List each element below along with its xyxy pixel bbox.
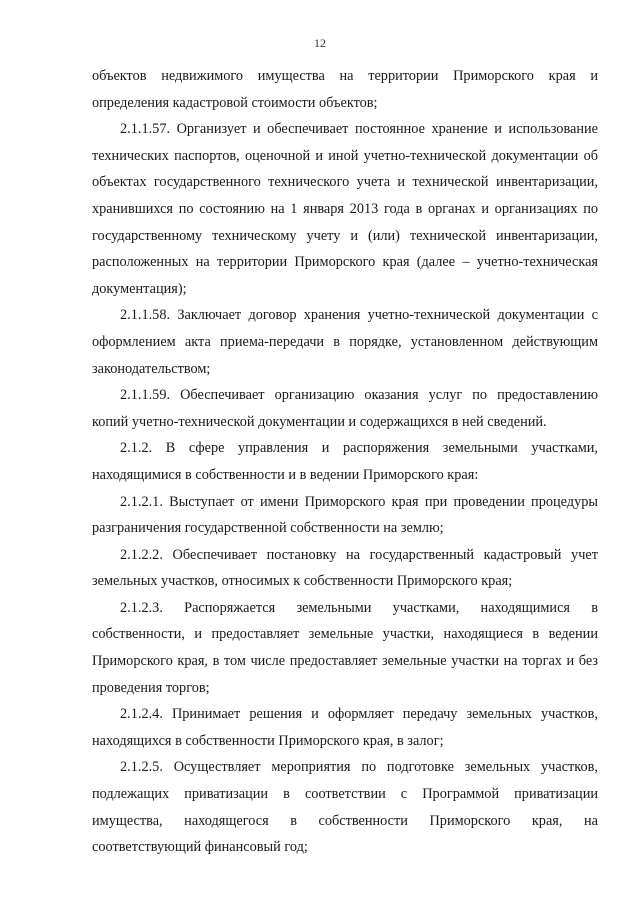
document-body xyxy=(92,63,598,861)
paragraph: 2.1.2.1. Выступает от имени Приморского края при проведении процедуры разграничения государственной собственности на землю; xyxy=(92,493,598,537)
paragraph: 2.1.2.2. Обеспечивает постановку на государственный кадастровый учет земельных участков, относимых к собственности Приморского края; xyxy=(92,546,598,590)
paragraph: 2.1.2.4. Принимает решения и оформляет передачу земельных участков, находящихся в собственности Приморского края, в залог; xyxy=(92,706,598,749)
paragraph: объектов недвижимого имущества на территории Приморского края и определения кадастровой стоимости объектов; xyxy=(92,68,598,111)
paragraph: 2.1.2.3. Распоряжается земельными участками, находящимися в собственности, и предоставляет земельные участки, находящиеся в ведении Приморского края, в том числе предоставляет земельные участки на торгах и без проведения торгов; xyxy=(92,599,598,696)
paragraph: 2.1.1.57. Организует и обеспечивает постоянное хранение и использование технических паспортов, оценочной и иной учетно-технической документации об объектах государственного технического учета и технической инвентаризации, хранившихся по состоянию на 1 января 2013 года в органах и организациях по государственному техническому учету и (или) технической инвентаризации, расположенных на территории Приморского края (далее – учетно-техническая документация); xyxy=(92,121,598,297)
paragraph: 2.1.2. В сфере управления и распоряжения земельными участками, находящимися в собственности и в ведении Приморского края: xyxy=(92,440,598,483)
paragraph: 2.1.1.58. Заключает договор хранения учетно-технической документации с оформлением акта приема-передачи в порядке, установленном действующим законодательством; xyxy=(92,307,598,377)
page-number: 12 xyxy=(314,36,326,50)
paragraph: 2.1.2.5. Осуществляет мероприятия по подготовке земельных участков, подлежащих приватизации в соответствии с Программой приватизации имущества, находящегося в собственности Приморского края, на соответствующий финансовый год; xyxy=(92,759,598,856)
paragraph: 2.1.1.59. Обеспечивает организацию оказания услуг по предоставлению копий учетно-технической документации и содержащихся в ней сведений. xyxy=(92,387,598,430)
